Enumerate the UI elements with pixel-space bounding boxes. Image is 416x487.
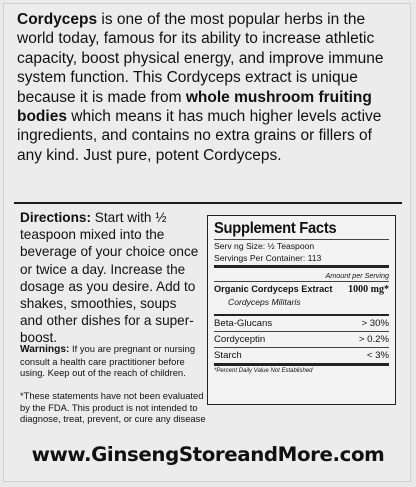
intro-text-2: which means it has much higher levels active ingredients, and contains no extra grains or fillers of any kind. Just pure, potent Cordyceps. [17,108,382,164]
website-url: www.GinsengStoreandMore.com [31,443,385,466]
extract-amount: 1000 mg* [348,284,389,295]
fda-disclaimer: *These statements have not been evaluated by the FDA. This product is not intended to diagnose, treat, prevent, or cure any disease [20,390,206,425]
supplement-facts-title: Supplement Facts [214,220,337,237]
sf-item-name: Starch [214,350,242,361]
sf-item-value: > 0.2% [358,334,389,345]
sf-divider [214,281,389,282]
sf-item-value: > 30% [361,318,389,329]
sf-item-value: < 3% [366,350,389,361]
intro-bold-cordyceps: Cordyceps [17,11,98,28]
sf-item-cordyceptin [214,332,389,347]
extract-row [214,283,389,296]
intro-text-1: is one of the most popular herbs in the world today, famous for its ability to increase athletic capacity, boost physical energy, and improve immune system function. This Cordyceps extract is unique because it is made from [17,11,384,106]
warnings-label: Warnings: [20,344,70,355]
sf-item-name: Cordyceptin [214,334,266,345]
warnings-text: If you are pregnant or nursing consult a health care practitioner before using. Keep out of the reach of children. [20,343,196,379]
serving-size: Serv ng Size: ½ Teaspoon [214,241,315,251]
warnings-block [20,343,208,379]
intro-paragraph [17,10,401,165]
divider-line [14,202,402,204]
intro-bold-fruiting-bodies: whole mushroom fruiting bodies [17,88,372,126]
directions-text: Start with ½ teaspoon mixed into the beverage of your choice once or twice a day. Increase the dosage as you desire. Add to shakes, smoothies, soups and other dishes for a super-boost. [20,210,199,346]
directions-label: Directions: [20,210,92,225]
sf-footnote: *Percent Daily Value Not Established [214,368,313,374]
extract-species: Cordyceps Militaris [228,297,301,307]
amount-per-serving-header: Amount per Serving [325,271,389,280]
sf-thick-divider [214,265,389,268]
sf-item-name: Beta-Glucans [214,318,273,329]
servings-per-container: Servings Per Container: 113 [214,253,322,263]
extract-name: Organic Cordyceps Extract [214,284,333,294]
supplement-facts-panel [207,215,396,405]
directions-block [20,209,202,347]
sf-item-beta-glucans [214,316,389,331]
sf-item-starch [214,348,389,363]
